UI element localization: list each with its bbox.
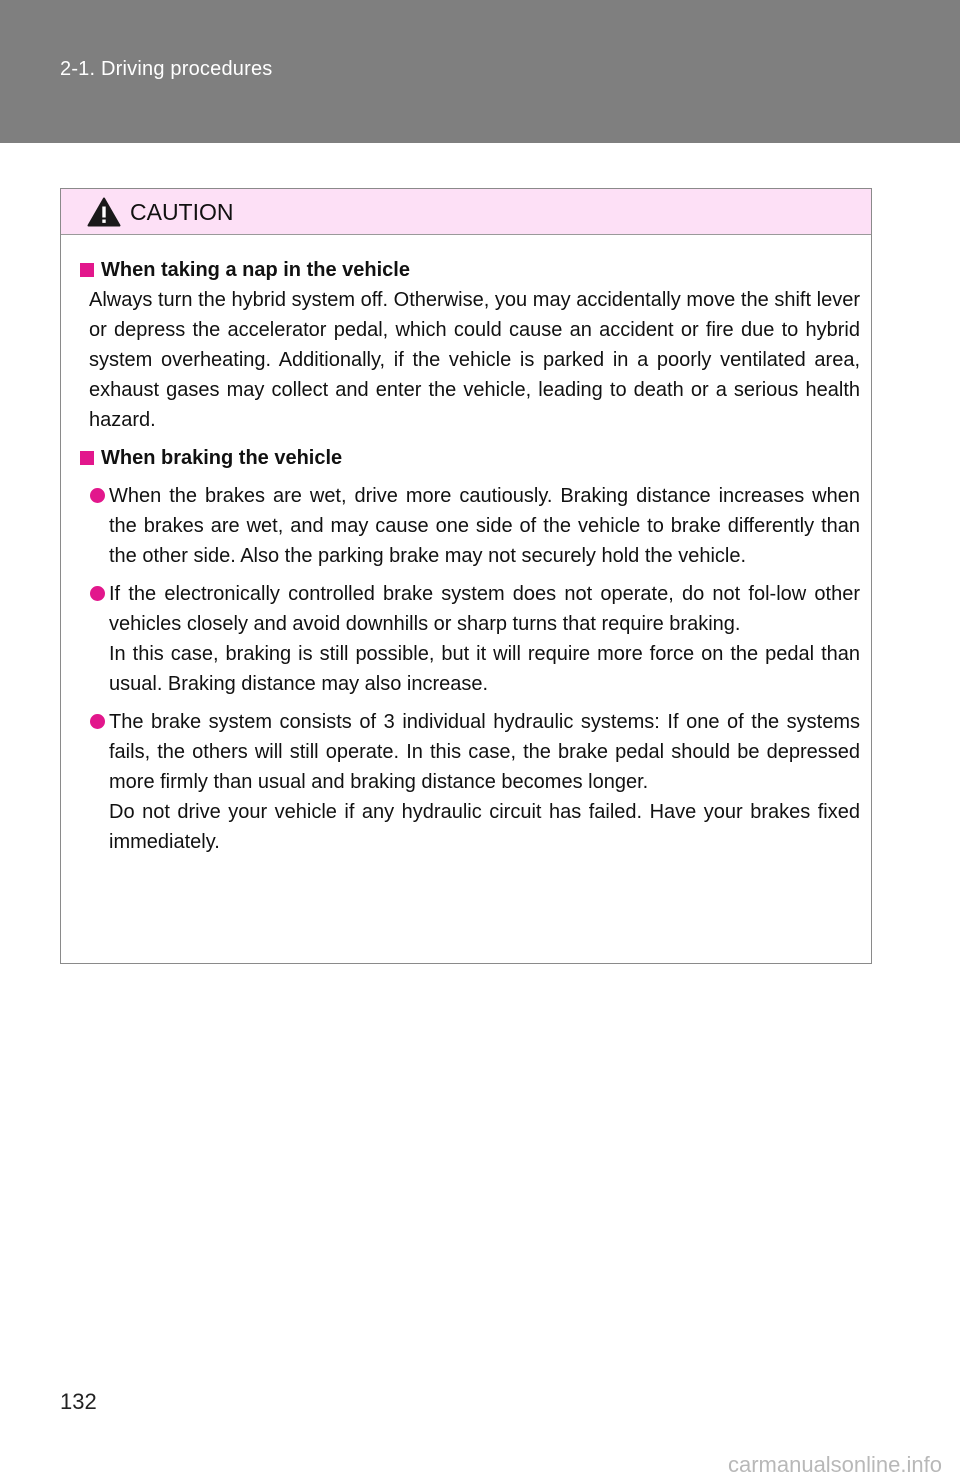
warning-triangle-icon — [87, 197, 121, 227]
bullet-text: If the electronically controlled brake system does not operate, do not fol-low other vehicles closely and avoid downhills or sharp turns that require braking. — [109, 583, 860, 635]
bullet-text: The brake system consists of 3 individual hydraulic systems: If one of the systems fails, the others will still operate. In this case, the brake pedal should be depressed more firmly than usual and braking distance becomes longer. — [109, 711, 860, 793]
caution-section — [80, 255, 860, 435]
caution-section — [80, 443, 860, 857]
section-heading — [80, 443, 860, 473]
caution-header — [61, 189, 871, 235]
section-heading-text: When taking a nap in the vehicle — [101, 259, 410, 281]
caution-body — [61, 235, 871, 857]
watermark: carmanualsonline.info — [727, 1452, 942, 1477]
bullet-text: Do not drive your vehicle if any hydraulic circuit has failed. Have your brakes fixed immediately. — [109, 801, 860, 853]
caution-box — [60, 188, 872, 964]
circle-bullet-icon — [90, 586, 105, 601]
bullet-text: When the brakes are wet, drive more cautiously. Braking distance increases when the brakes are wet, and may cause one side of the vehicle to brake differently than the other side. Also the parking brake may not securely hold the vehicle. — [109, 485, 860, 567]
square-bullet-icon — [80, 451, 94, 465]
caution-title: CAUTION — [130, 199, 234, 225]
section-title: 2-1. Driving procedures — [60, 58, 273, 80]
circle-bullet-icon — [90, 714, 105, 729]
bullet-item — [80, 707, 860, 857]
square-bullet-icon — [80, 263, 94, 277]
section-paragraph: Always turn the hybrid system off. Otherwise, you may accidentally move the shift lever or depress the accelerator pedal, which could cause an accident or fire due to hybrid system overheating. Additionally, if the vehicle is parked in a poorly ventilated area, exhaust gases may collect and enter the vehicle, leading to death or a serious health hazard. — [89, 289, 860, 431]
section-heading — [80, 255, 860, 285]
circle-bullet-icon — [90, 488, 105, 503]
bullet-text: In this case, braking is still possible, but it will require more force on the pedal than usual. Braking distance may also increase. — [109, 643, 860, 695]
page-number: 132 — [60, 1389, 97, 1414]
bullet-item — [80, 481, 860, 571]
section-heading-text: When braking the vehicle — [101, 447, 343, 469]
page-header — [0, 0, 960, 143]
bullet-item — [80, 579, 860, 699]
